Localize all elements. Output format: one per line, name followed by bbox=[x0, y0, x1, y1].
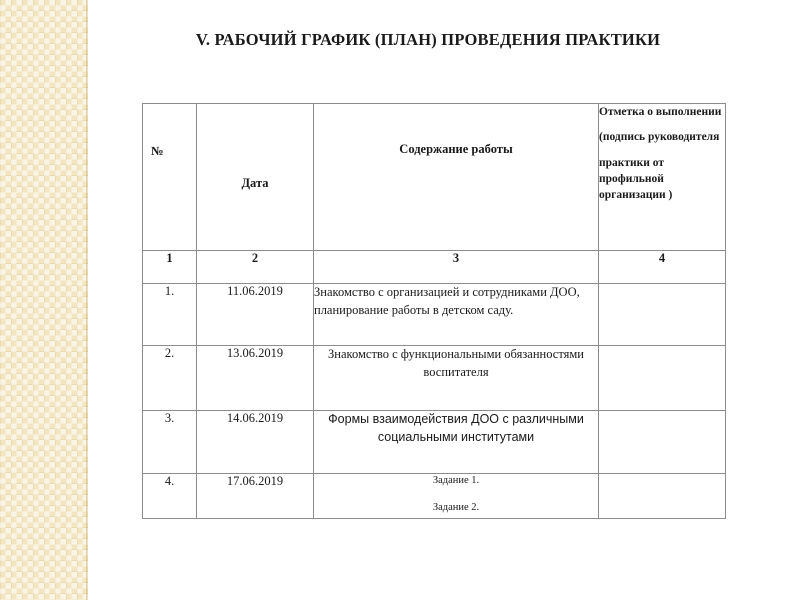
column-number-4: 4 bbox=[599, 251, 726, 284]
column-number-2: 2 bbox=[197, 251, 314, 284]
row-content: Задание 1. bbox=[432, 475, 480, 486]
document-page bbox=[88, 0, 800, 600]
header-cell-number bbox=[143, 104, 197, 251]
row-content: Знакомство с функциональными обязанностями воспитателя bbox=[314, 346, 599, 411]
row-number: 1. bbox=[143, 284, 197, 346]
row-date: 17.06.2019 bbox=[197, 474, 314, 519]
page-title: V. РАБОЧИЙ ГРАФИК (ПЛАН) ПРОВЕДЕНИЯ ПРАКТИКИ bbox=[195, 30, 661, 49]
decorative-side-strip bbox=[0, 0, 88, 600]
header-label-mark-line2: (подпись руководителя bbox=[599, 131, 720, 144]
column-number-3: 3 bbox=[314, 251, 599, 284]
table-row bbox=[143, 284, 726, 346]
header-label-number: № bbox=[151, 144, 164, 158]
row-mark[interactable] bbox=[599, 284, 726, 346]
row-mark[interactable] bbox=[599, 411, 726, 474]
header-cell-content bbox=[314, 104, 599, 251]
row-number: 3. bbox=[143, 411, 197, 474]
header-cell-mark bbox=[599, 104, 726, 251]
row-content-second-line: Задание 2. bbox=[432, 501, 480, 513]
row-content: Знакомство с организацией и сотрудниками ДОО, планирование работы в детском саду. bbox=[314, 284, 599, 346]
row-number: 2. bbox=[143, 346, 197, 411]
work-schedule-table bbox=[142, 103, 726, 519]
table-header-row bbox=[143, 104, 726, 251]
row-number: 4. bbox=[143, 474, 197, 519]
header-label-mark-line1: Отметка о выполнении bbox=[599, 106, 722, 118]
row-content-group bbox=[314, 474, 599, 519]
row-content: Формы взаимодействия ДОО с различными социальными институтами bbox=[314, 411, 599, 474]
row-date: 13.06.2019 bbox=[197, 346, 314, 411]
row-date: 11.06.2019 bbox=[197, 284, 314, 346]
header-label-mark-line3: практики от профильной организации ) bbox=[599, 156, 673, 202]
table-row bbox=[143, 346, 726, 411]
table-column-number-row bbox=[143, 251, 726, 284]
row-date: 14.06.2019 bbox=[197, 411, 314, 474]
row-mark[interactable] bbox=[599, 474, 726, 519]
header-label-date: Дата bbox=[241, 176, 269, 190]
table-row bbox=[143, 411, 726, 474]
column-number-1: 1 bbox=[143, 251, 197, 284]
table-row bbox=[143, 474, 726, 519]
header-label-content: Содержание работы bbox=[399, 142, 513, 156]
header-cell-date bbox=[197, 104, 314, 251]
row-mark[interactable] bbox=[599, 346, 726, 411]
